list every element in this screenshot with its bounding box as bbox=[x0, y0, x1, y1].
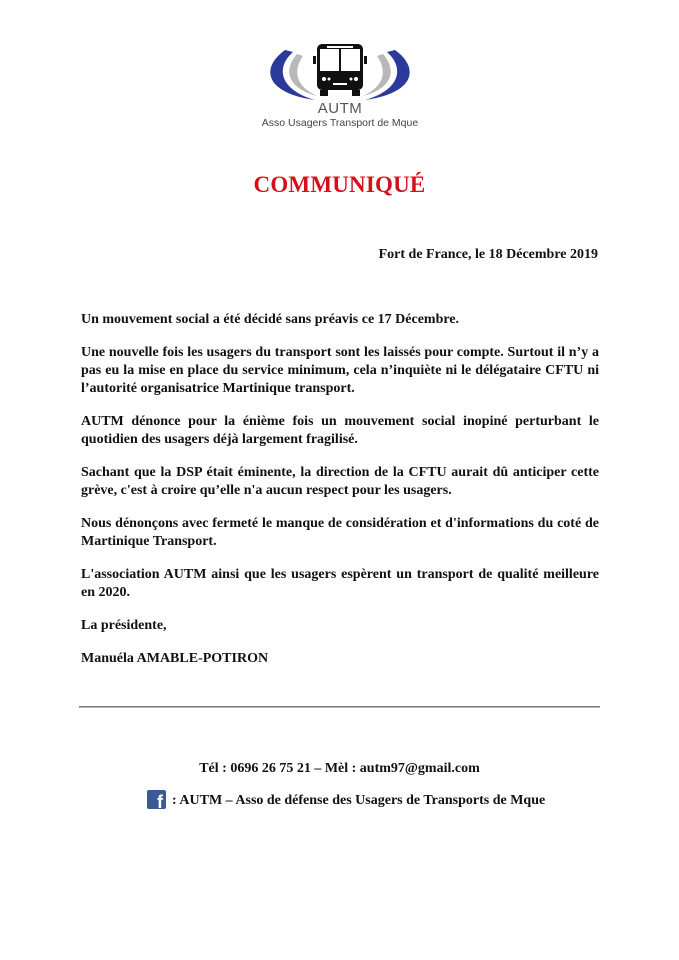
signature-role: La présidente, bbox=[81, 618, 167, 633]
signature-name: Manuéla AMABLE-POTIRON bbox=[81, 651, 269, 666]
document-body bbox=[81, 311, 599, 683]
social-line bbox=[147, 787, 546, 812]
social-text: : AUTM – Asso de défense des Usagers de Transports de Mque bbox=[172, 793, 546, 808]
footer-divider bbox=[79, 706, 600, 708]
document-title: COMMUNIQUÉ bbox=[253, 172, 426, 197]
logo-subtitle: Asso Usagers Transport de Mque bbox=[261, 117, 419, 129]
paragraph: Sachant que la DSP était éminente, la direction de la CFTU aurait dû anticiper cette grève, c'est à croire qu’elle n'a aucun respect pour les usagers. bbox=[81, 465, 599, 498]
paragraph: L'association AUTM ainsi que les usagers espèrent un transport de qualité meilleure en 2020. bbox=[81, 567, 599, 600]
paragraph: Nous dénonçons avec fermeté le manque de considération et d'informations du coté de Martinique Transport. bbox=[81, 516, 599, 549]
logo-acronym: AUTM bbox=[317, 100, 363, 117]
paragraph: Un mouvement social a été décidé sans préavis ce 17 Décembre. bbox=[81, 312, 460, 327]
bus-icon bbox=[255, 38, 425, 108]
paragraph: AUTM dénonce pour la énième fois un mouvement social inopiné perturbant le quotidien des usagers déjà largement fragilisé. bbox=[81, 414, 599, 447]
date-line: Fort de France, le 18 Décembre 2019 bbox=[378, 247, 598, 262]
facebook-icon: f bbox=[147, 790, 166, 809]
paragraph: Une nouvelle fois les usagers du transport sont les laissés pour compte. Surtout il n’y a pas eu la mise en place du service minimum, cela n’inquiète ni le délégataire CFTU ni l’autorité organisatrice Martinique transport. bbox=[81, 345, 599, 396]
autm-logo bbox=[255, 38, 425, 133]
contact-line: Tél : 0696 26 75 21 – Mèl : autm97@gmail.com bbox=[199, 761, 480, 776]
